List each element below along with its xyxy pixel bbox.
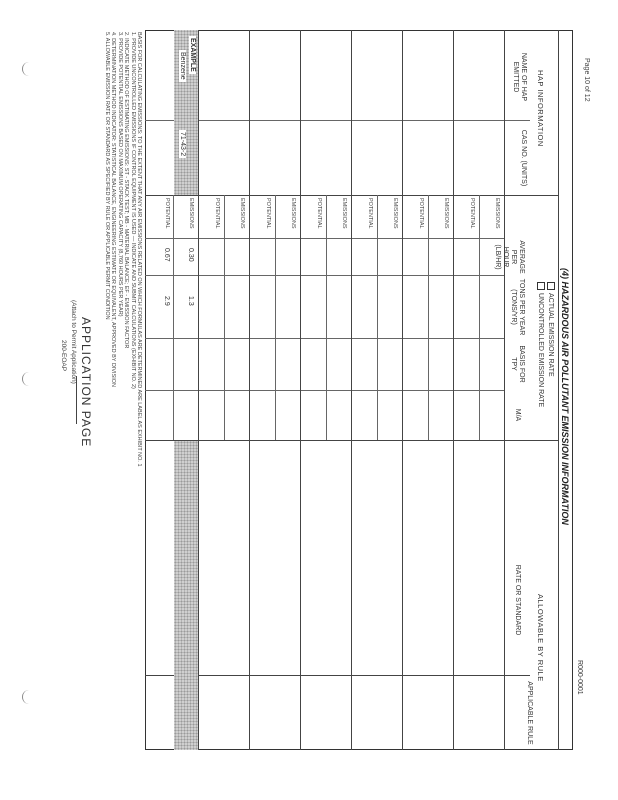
note-2: 2. INDICATE METHOD OF ESTIMATING EMISSIONS: ST - STACK TEST; MB - MATERIAL BALANCE; EF - EMISSION FACTOR <box>123 32 130 349</box>
example-pph-actual: 0.30 <box>187 248 194 262</box>
rate-options <box>535 282 555 407</box>
col-basis: BASIS FOR TPY <box>510 345 525 383</box>
section-allowable-by-rule: ALLOWABLE BY RULE <box>536 594 545 682</box>
checkbox-uncontrolled[interactable] <box>537 282 545 290</box>
doc-id: R000-0001 <box>576 660 583 695</box>
example-cell-allowable <box>174 441 198 750</box>
note-0: BASIS FOR CALCULATING EMISSIONS: TO THE EXTENT THAT ANY AIR EMISSIONS RELATED ON WHICH FORMULAS ARE DETERMINED ARE LABEL AS EXHIBIT NO. 1 <box>136 32 142 467</box>
col-method: M/A <box>514 408 521 422</box>
footer-subtitle: (Attach to Permit Application) <box>70 300 77 384</box>
rate-option-actual[interactable]: ACTUAL EMISSION RATE <box>545 282 555 407</box>
page-label: Page 10 of 12 <box>583 58 590 102</box>
checkbox-actual[interactable] <box>547 282 555 290</box>
note-1: 1. PROVIDE UNCONTROLLED EMISSIONS IF CONTROL EQUIPMENT IS USED — INDICATE AND SUBMIT CALCULATIONS (EXHIBIT NO. 2) <box>129 32 136 389</box>
punch-hole-bottom <box>22 690 29 704</box>
col-pph: AVERAGE PER HOUR (LB/HR) <box>494 240 525 274</box>
punch-hole-middle <box>22 372 29 386</box>
example-tpy-potential: 2.9 <box>163 296 170 306</box>
punch-hole-top <box>22 62 29 76</box>
example-hap-name: Benzene <box>179 52 186 80</box>
footer-subtitle-line <box>76 376 77 424</box>
note-4: 4. DETERMINATION METHOD INDICATOR: STATISTICAL BALANCE, ENGINEERING ESTIMATE OR EQUIVALENT, APPROVED BY DIVISION <box>110 32 117 388</box>
example-cas: 71-43-2 <box>179 132 186 157</box>
example-label: EXAMPLE <box>189 38 196 72</box>
example-tpy-actual: 1.3 <box>187 296 194 306</box>
col-name-of-hap: NAME OF HAP EMITTED <box>512 52 527 102</box>
rotated-form: R000-0001 (4) HAZARDOUS AIR POLLUTANT EMISSION INFORMATION HAP INFORMATION ALLOWABLE BY RULE ACTUAL EMISSION RATE UNCONTROLLED EMISSION RATE NAME OF HAP EMITTED CAS NO. (UNITS) AVERAGE PER HOUR (LB/HR) TONS PER YEAR (TONS/YR) BASIS FOR TPY M/A RATE OR STANDARD APPLICABLE RULE EMISSIONS POTENTIAL EMISSIONS POTENTIAL EMISSIONS POTENTIAL EMISSIONS POTENTIAL EMISSIONS POTENTIAL EMISSIONS POTENTIAL EXAMPLE Benzene 71-43-2 EMISSIONS POTENTIAL 0.30 0.67 1.3 2.9 BASIS FOR CALCULATING EMISSIONS: TO THE EXTENT THAT ANY AIR EMISSIONS RELATED ON WHICH FORMULAS ARE DETERMINED ARE LABEL AS EXHIBIT NO. 1 1. PROVIDE UNCONTROLLED EMISSIONS IF CONTROL EQUIPMENT IS USED — INDICATE AND SUBMIT CALCULATIONS (EXHIBIT NO. 2) 2. INDICATE METHOD OF ESTIMATING EMISSIONS: ST - STACK TEST; MB - MATERIAL BALANCE; EF - EMISSION FACTOR 3. PROVIDE POTENTIAL EMISSIONS BASED ON MAXIMUM OPERATING CAPACITY (8,760 HOURS PER YEAR) 4. DETERMINATION METHOD INDICATOR: STATISTICAL BALANCE, ENGINEERING ESTIMATE OR EQUIVALENT, APPROVED BY DIVISION 5. ALLOWABLE EMISSION RATE OR STANDARD AS SPECIFIED BY RULE OR APPLICABLE PERMIT CONDITION APPLICATION PAGE (Attach to Permit Application) 200-EOAP <box>45 20 585 750</box>
col-rate-or-standard: RATE OR STANDARD <box>514 564 521 636</box>
section-hap-information: HAP INFORMATION <box>536 70 545 147</box>
col-cas: CAS NO. (UNITS) <box>520 129 527 187</box>
col-applicable-rule: APPLICABLE RULE <box>526 681 533 745</box>
footer-form-no: 200-EOAP <box>60 340 67 372</box>
col-tpy: TONS PER YEAR (TONS/YR) <box>510 278 525 336</box>
example-row-potential: POTENTIAL <box>164 198 170 229</box>
footer-title: APPLICATION PAGE <box>79 317 93 448</box>
note-3: 3. PROVIDE POTENTIAL EMISSIONS BASED ON MAXIMUM OPERATING CAPACITY (8,760 HOURS PER YEAR) <box>116 32 123 317</box>
form-title: (4) HAZARDOUS AIR POLLUTANT EMISSION INFORMATION <box>560 268 570 525</box>
rate-option-uncontrolled[interactable]: UNCONTROLLED EMISSION RATE <box>535 282 545 407</box>
example-row-emissions: EMISSIONS <box>188 198 194 229</box>
note-5: 5. ALLOWABLE EMISSION RATE OR STANDARD AS SPECIFIED BY RULE OR APPLICABLE PERMIT CONDITION <box>103 32 110 320</box>
example-pph-potential: 0.67 <box>163 248 170 262</box>
notes <box>104 32 142 592</box>
